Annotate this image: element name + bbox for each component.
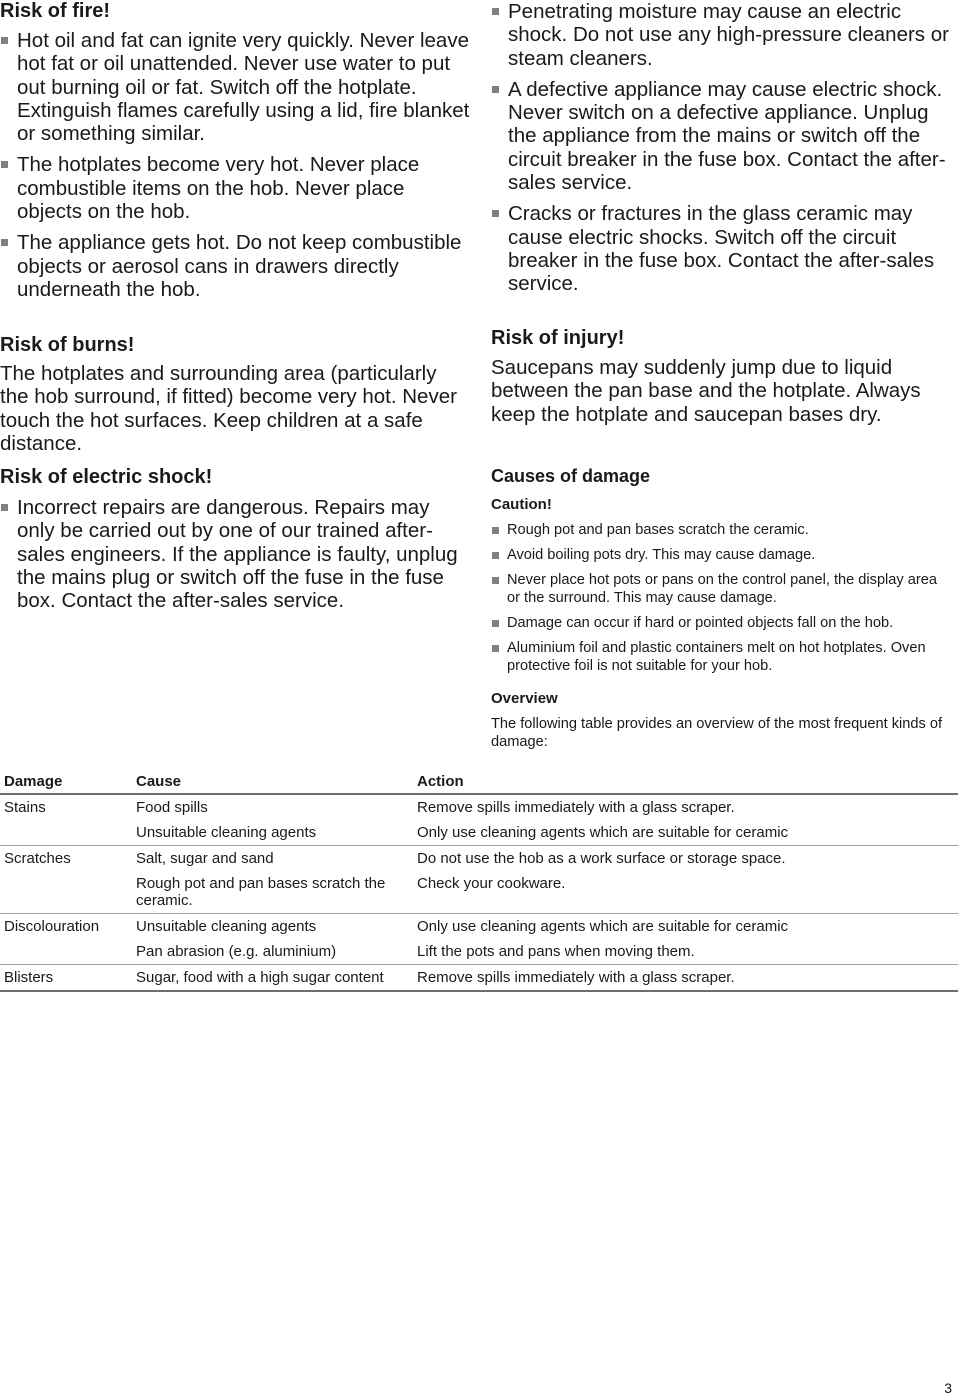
table-cell-damage: Scratches <box>0 846 132 872</box>
fire-bullet-3: The appliance gets hot. Do not keep combustible objects or aerosol cans in drawers directly underneath the hob. <box>0 231 470 301</box>
fire-bullet-2: The hotplates become very hot. Never place combustible items on the hob. Never place objects on the hob. <box>0 153 470 223</box>
overview-text: The following table provides an overview of the most frequent kinds of damage: <box>491 716 943 750</box>
shock-section <box>0 466 470 620</box>
table-row <box>0 939 958 965</box>
burns-heading: Risk of burns! <box>0 334 135 356</box>
table-row <box>0 871 958 914</box>
injury-section <box>491 327 953 426</box>
overview-heading: Overview <box>491 690 558 707</box>
fire-bullet-1: Hot oil and fat can ignite very quickly. Never leave hot fat or oil unattended. Never use water to put out burning oil or fat. Switch off the hotplate. Extinguish flames carefully using a lid, fire blanket or something similar. <box>0 29 470 145</box>
table-cell-damage <box>0 871 132 914</box>
fire-section <box>0 0 470 309</box>
table-cell-action: Remove spills immediately with a glass scraper. <box>413 965 958 992</box>
table-row <box>0 794 958 820</box>
table-cell-cause: Rough pot and pan bases scratch the ceramic. <box>136 875 386 909</box>
table-row <box>0 914 958 940</box>
shock-continued <box>491 0 953 304</box>
table-cell-cause: Unsuitable cleaning agents <box>136 824 317 841</box>
burns-text: The hotplates and surrounding area (particularly the hob surround, if fitted) become very hot. Never touch the hot surfaces. Keep children at a safe distance. <box>0 362 457 455</box>
table-header-row <box>0 768 958 794</box>
table-cell-cause: Unsuitable cleaning agents <box>132 914 413 940</box>
damage-bullet-2: Avoid boiling pots dry. This may cause damage. <box>491 546 953 564</box>
table-cell-action: Do not use the hob as a work surface or storage space. <box>413 846 958 872</box>
table-cell-damage: Discolouration <box>0 914 132 940</box>
table-cell-damage <box>0 820 132 846</box>
caution-label: Caution! <box>491 496 552 513</box>
injury-text: Saucepans may suddenly jump due to liquid between the pan base and the hotplate. Always keep the hotplate and saucepan bases dry. <box>491 356 921 426</box>
table-cell-action: Only use cleaning agents which are suitable for ceramic <box>417 824 789 841</box>
header-action: Action <box>413 768 958 794</box>
table-cell-cause: Salt, sugar and sand <box>132 846 413 872</box>
table-row <box>0 820 958 846</box>
table-cell-damage: Blisters <box>0 965 132 992</box>
page-number: 3 <box>944 1380 952 1396</box>
shock-bullet-4: Cracks or fractures in the glass ceramic may cause electric shocks. Switch off the circuit breaker in the fuse box. Contact the after-sales service. <box>491 202 953 295</box>
table-cell-action: Lift the pots and pans when moving them. <box>417 943 695 960</box>
table-cell-action: Remove spills immediately with a glass scraper. <box>417 799 735 816</box>
damage-bullet-5: Aluminium foil and plastic containers melt on hot hotplates. Oven protective foil is not suitable for your hob. <box>491 639 953 675</box>
table-cell-action: Only use cleaning agents which are suitable for ceramic <box>413 914 958 940</box>
table-cell-damage: Stains <box>4 799 46 816</box>
fire-heading: Risk of fire! <box>0 0 111 22</box>
table-cell-cause: Sugar, food with a high sugar content <box>132 965 413 992</box>
overview-section <box>491 690 953 751</box>
damage-section <box>491 465 953 682</box>
damage-bullet-1: Rough pot and pan bases scratch the ceramic. <box>491 521 953 539</box>
table-row <box>0 965 958 992</box>
damage-heading: Causes of damage <box>491 466 651 486</box>
shock-bullet-1: Incorrect repairs are dangerous. Repairs may only be carried out by one of our trained after-sales engineers. If the appliance is faulty, unplug the mains plug or switch off the fuse in the fuse box. Contact the after-sales service. <box>0 496 470 612</box>
damage-table <box>0 768 958 992</box>
table-cell-action: Check your cookware. <box>417 875 566 892</box>
header-damage: Damage <box>0 768 132 794</box>
damage-bullet-4: Damage can occur if hard or pointed objects fall on the hob. <box>491 614 953 632</box>
header-cause: Cause <box>132 768 413 794</box>
burns-section <box>0 334 470 455</box>
table-cell-cause: Pan abrasion (e.g. aluminium) <box>136 943 337 960</box>
table-cell-damage <box>0 939 132 965</box>
shock-heading: Risk of electric shock! <box>0 466 213 488</box>
injury-heading: Risk of injury! <box>491 327 625 349</box>
shock-bullet-2: Penetrating moisture may cause an electric shock. Do not use any high-pressure cleaners or steam cleaners. <box>491 0 953 70</box>
table-row <box>0 846 958 872</box>
table-cell-cause: Food spills <box>136 799 208 816</box>
damage-bullet-3: Never place hot pots or pans on the control panel, the display area or the surround. This may cause damage. <box>491 571 953 607</box>
shock-bullet-3: A defective appliance may cause electric shock. Never switch on a defective appliance. Unplug the appliance from the mains or switch off the circuit breaker in the fuse box. Contact the after-sales service. <box>491 78 953 194</box>
